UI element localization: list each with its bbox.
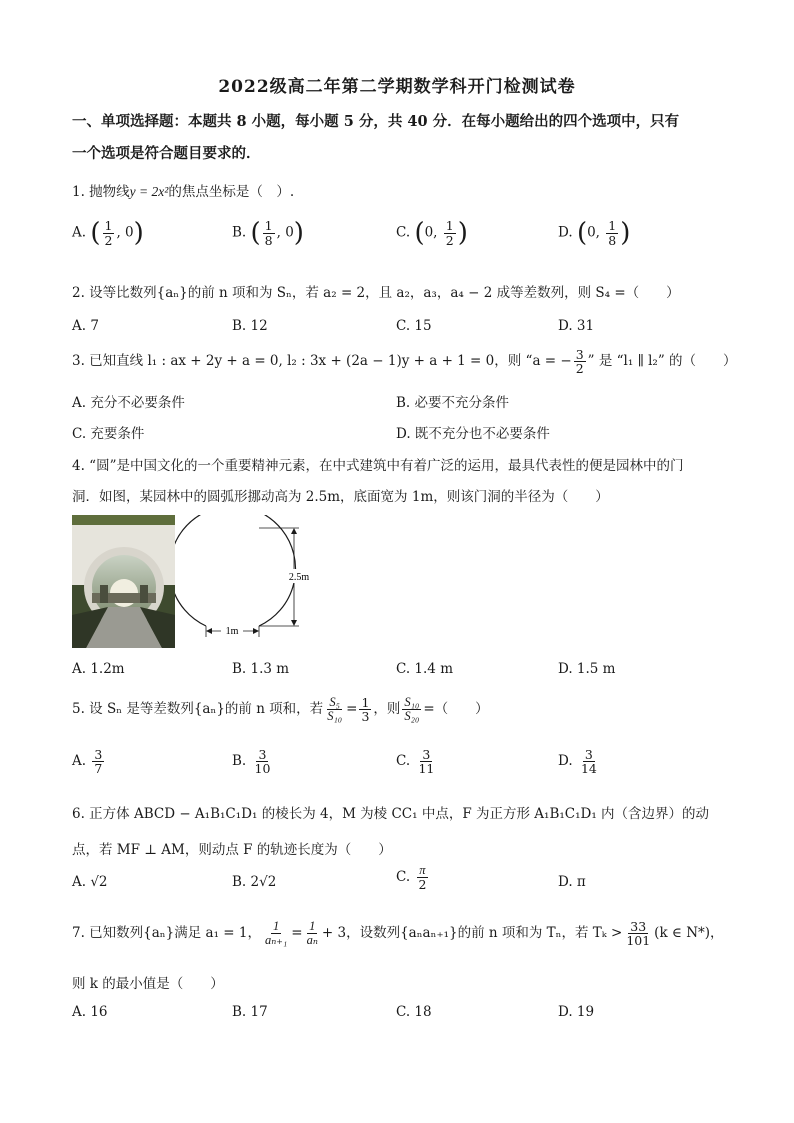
numerator: 3	[258, 747, 267, 762]
option-label: B.	[232, 224, 247, 241]
q4-line1: 4. “圆”是中国文化的一个重要精神元素，在中式建筑中有着广泛的运用，最具代表性的便是园林中的门	[72, 458, 684, 474]
q7-option-c[interactable]: C. 18	[396, 1004, 432, 1020]
q3-suffix: ” 是 “l₁ ∥ l₂” 的（ ）	[587, 353, 737, 370]
option-tail: , 0	[116, 224, 134, 241]
denominator: 101	[626, 933, 651, 949]
fraction	[103, 219, 115, 246]
q5-option-c[interactable]	[396, 748, 438, 775]
option-tail: , 0	[276, 224, 294, 241]
q1-option-d[interactable]	[558, 218, 630, 248]
height-label: 2.5m	[288, 572, 310, 583]
option-head: 0,	[587, 224, 605, 241]
q7-prefix: 7. 已知数列{aₙ}满足 a₁ = 1，	[72, 925, 261, 942]
q2-option-d[interactable]: D. 31	[558, 318, 595, 334]
option-label: A.	[72, 753, 87, 770]
numerator: 1	[104, 218, 113, 234]
denominator: 2	[104, 232, 113, 248]
arc-outline	[175, 515, 296, 626]
q6-option-d[interactable]: D. π	[558, 874, 586, 890]
q1-option-b[interactable]	[232, 218, 304, 248]
q5-connector: ，则	[373, 701, 401, 718]
denominator: 14	[580, 761, 597, 777]
fraction	[325, 696, 344, 723]
equals-sign: =	[346, 701, 358, 718]
q5-option-d[interactable]	[558, 748, 601, 775]
q3-option-a[interactable]: A. 充分不必要条件	[72, 395, 185, 411]
q1-prefix: 1. 抛物线	[72, 184, 130, 200]
fraction	[416, 864, 428, 891]
option-label: D.	[558, 753, 573, 770]
numerator: 1	[608, 218, 617, 234]
q2-option-a[interactable]: A. 7	[72, 318, 99, 334]
option-head: 0,	[424, 224, 442, 241]
paren-left: (	[250, 218, 261, 248]
q7-stem	[72, 920, 724, 947]
q3-option-b[interactable]: B. 必要不充分条件	[396, 395, 510, 411]
denominator: 3	[361, 709, 370, 725]
option-label: C.	[396, 869, 411, 886]
denominator: 11	[418, 761, 435, 777]
numerator: S₁₀	[404, 695, 420, 709]
q7-option-b[interactable]: B. 17	[232, 1004, 268, 1020]
denominator: 8	[264, 232, 273, 248]
arch-diagram	[175, 515, 325, 650]
numerator: 3	[94, 747, 103, 762]
section1-line1: 一、单项选择题：本题共 8 小题，每小题 5 分，共 40 分．在每小题给出的四个选项中，只有	[72, 113, 680, 130]
fraction	[574, 348, 586, 375]
q1-expr: y = 2x²	[129, 184, 169, 199]
section1-line2: 一个选项是符合题目要求的．	[72, 145, 261, 162]
q4-option-b[interactable]: B. 1.3 m	[232, 661, 290, 677]
arrow-left-icon	[206, 628, 212, 634]
denominator: 8	[608, 232, 617, 248]
fraction	[579, 748, 599, 775]
paren-left: (	[576, 218, 588, 248]
q7-option-d[interactable]: D. 19	[558, 1004, 595, 1020]
fraction	[263, 920, 289, 947]
q7-line2: 则 k 的最小值是（ ）	[72, 976, 224, 992]
q6-line2: 点，若 MF ⊥ AM，则动点 F 的轨迹长度为（ ）	[72, 842, 392, 858]
paren-left: (	[90, 218, 101, 248]
denominator: S₂₀	[404, 709, 420, 724]
numerator: 3	[575, 347, 584, 362]
option-label: C.	[396, 224, 411, 241]
numerator: 3	[584, 747, 593, 762]
q5-option-a[interactable]	[72, 748, 106, 775]
q2-option-b[interactable]: B. 12	[232, 318, 268, 334]
numerator: 1	[309, 919, 316, 933]
q3-stem	[72, 348, 737, 375]
denominator: 2	[418, 877, 427, 893]
q1-option-a[interactable]	[72, 218, 144, 248]
q1-option-c[interactable]	[396, 218, 468, 248]
q6-option-b[interactable]: B. 2√2	[232, 874, 277, 890]
option-label: C.	[396, 753, 411, 770]
q4-option-c[interactable]: C. 1.4 m	[396, 661, 453, 677]
width-label: 1m	[225, 626, 239, 637]
numerator: 1	[272, 919, 280, 933]
q6-option-a[interactable]: A. √2	[72, 874, 108, 890]
option-label: B.	[232, 753, 247, 770]
option-label: D.	[558, 224, 573, 241]
paren-left: (	[414, 218, 425, 248]
denominator: S₁₀	[327, 709, 343, 724]
arrow-up-icon	[291, 528, 297, 534]
q2-stem: 2. 设等比数列{aₙ}的前 n 项和为 Sₙ，若 a₂ = 2，且 a₂，a₃，a₄ − 2 成等差数列，则 S₄ =（ ）	[72, 285, 680, 301]
fraction	[305, 920, 320, 947]
paren-right: )	[133, 218, 144, 248]
fraction	[606, 219, 618, 246]
q3-prefix: 3. 已知直线 l₁ : ax + 2y + a = 0, l₂ : 3x + (2a − 1)y + a + 1 = 0，则 “a = −	[72, 353, 572, 370]
q1-suffix: 的焦点坐标是（ ）.	[168, 184, 295, 200]
q3-option-d[interactable]: D. 既不充分也不必要条件	[396, 426, 550, 442]
denominator: 2	[445, 232, 454, 248]
q7-suffix: (k ∈ N*)，	[654, 925, 724, 942]
q5-option-b[interactable]	[232, 748, 274, 775]
denominator: aₙ₊₁	[264, 933, 288, 948]
denominator: aₙ	[306, 933, 318, 948]
paren-right: )	[620, 218, 631, 248]
fraction	[416, 748, 436, 775]
fraction	[253, 748, 273, 775]
q5-prefix: 5. 设 Sₙ 是等差数列{aₙ}的前 n 项和，若	[72, 701, 324, 718]
fraction	[444, 219, 456, 246]
numerator: 3	[422, 747, 431, 762]
numerator: 1	[361, 695, 370, 710]
arrow-down-icon	[291, 620, 297, 626]
denominator: 7	[94, 761, 103, 777]
fraction	[624, 920, 652, 947]
q3-option-c[interactable]: C. 充要条件	[72, 426, 145, 442]
q4-option-d[interactable]: D. 1.5 m	[558, 661, 616, 677]
fraction	[402, 696, 421, 723]
exam-title: 2022级高二年第二学期数学科开门检测试卷	[218, 77, 576, 97]
fraction	[263, 219, 275, 246]
q5-suffix: =（ ）	[423, 701, 489, 718]
option-label: A.	[72, 224, 87, 241]
equals-sign: =	[291, 925, 303, 942]
q7-connector: + 3，设数列{aₙaₙ₊₁}的前 n 项和为 Tₙ，若 Tₖ >	[321, 925, 623, 942]
numerator: 1	[445, 218, 454, 234]
q6-option-c[interactable]	[396, 864, 430, 891]
numerator: π	[419, 863, 426, 877]
denominator: 2	[575, 361, 584, 377]
q5-stem	[72, 696, 489, 723]
q6-line1: 6. 正方体 ABCD − A₁B₁C₁D₁ 的棱长为 4，M 为棱 CC₁ 中点，F 为正方形 A₁B₁C₁D₁ 内（含边界）的动	[72, 806, 710, 822]
paren-right: )	[457, 218, 468, 248]
numerator: 1	[264, 218, 273, 234]
q7-option-a[interactable]: A. 16	[72, 1004, 108, 1020]
fraction	[359, 696, 371, 723]
q2-option-c[interactable]: C. 15	[396, 318, 432, 334]
fraction	[92, 748, 104, 775]
q1-stem	[72, 180, 294, 200]
q4-line2: 洞．如图，某园林中的圆弧形挪动高为 2.5m，底面宽为 1m，则该门洞的半径为（ ）	[72, 489, 609, 505]
paren-right: )	[293, 218, 304, 248]
numerator: S₅	[329, 695, 340, 709]
numerator: 33	[630, 919, 647, 934]
q4-option-a[interactable]: A. 1.2m	[72, 661, 125, 677]
garden-moon-gate-photo	[72, 515, 175, 648]
denominator: 10	[254, 761, 271, 777]
arrow-right-icon	[253, 628, 259, 634]
